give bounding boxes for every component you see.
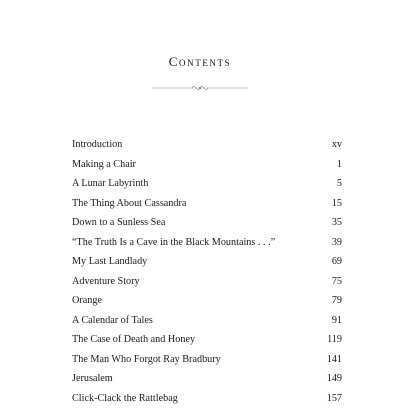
toc-entry[interactable] bbox=[72, 369, 342, 389]
toc-entry-title: Introduction bbox=[72, 135, 122, 155]
toc-entry-page-number: 79 bbox=[320, 291, 342, 311]
toc-entry-title: Orange bbox=[72, 291, 102, 311]
toc-entry-page-number: 15 bbox=[320, 194, 342, 214]
toc-entry[interactable] bbox=[72, 389, 342, 408]
toc-entry[interactable] bbox=[72, 213, 342, 233]
toc-entry-page-number: 75 bbox=[320, 272, 342, 292]
decorative-divider-icon bbox=[150, 83, 250, 93]
toc-entry-page-number: 91 bbox=[320, 311, 342, 331]
toc-entry-page-number: 141 bbox=[320, 350, 342, 370]
toc-entry-page-number: 39 bbox=[320, 233, 342, 253]
toc-entry-page-number: xv bbox=[320, 135, 342, 155]
toc-entry-page-number: 35 bbox=[320, 213, 342, 233]
toc-entry-page-number: 149 bbox=[320, 369, 342, 389]
toc-entry[interactable] bbox=[72, 291, 342, 311]
page-title: Contents bbox=[0, 54, 400, 70]
toc-entry[interactable] bbox=[72, 272, 342, 292]
toc-entry[interactable] bbox=[72, 135, 342, 155]
toc-entry-title: Making a Chair bbox=[72, 155, 136, 175]
toc-entry[interactable] bbox=[72, 311, 342, 331]
toc-entry[interactable] bbox=[72, 330, 342, 350]
toc-entry[interactable] bbox=[72, 252, 342, 272]
toc-entry[interactable] bbox=[72, 350, 342, 370]
toc-entry[interactable] bbox=[72, 155, 342, 175]
toc-entry-title: My Last Landlady bbox=[72, 252, 147, 272]
toc-entry-title: The Case of Death and Honey bbox=[72, 330, 195, 350]
toc-entry[interactable] bbox=[72, 194, 342, 214]
toc-entry-title: Down to a Sunless Sea bbox=[72, 213, 165, 233]
toc-entry-page-number: 119 bbox=[320, 330, 342, 350]
toc-entry-title: Jerusalem bbox=[72, 369, 113, 389]
toc-entry-page-number: 69 bbox=[320, 252, 342, 272]
toc-entry-page-number: 1 bbox=[320, 155, 342, 175]
toc-entry-title: Adventure Story bbox=[72, 272, 140, 292]
toc-entry-page-number: 5 bbox=[320, 174, 342, 194]
toc-entry-title: “The Truth Is a Cave in the Black Mountains . . .” bbox=[72, 233, 275, 253]
toc-entry[interactable] bbox=[72, 233, 342, 253]
toc-entry-title: The Man Who Forgot Ray Bradbury bbox=[72, 350, 221, 370]
toc-entry[interactable] bbox=[72, 174, 342, 194]
table-of-contents bbox=[72, 135, 342, 408]
toc-entry-title: The Thing About Cassandra bbox=[72, 194, 186, 214]
toc-entry-title: Click-Clack the Rattlebag bbox=[72, 389, 178, 408]
toc-entry-title: A Calendar of Tales bbox=[72, 311, 153, 331]
toc-entry-page-number: 157 bbox=[320, 389, 342, 408]
toc-entry-title: A Lunar Labyrinth bbox=[72, 174, 148, 194]
